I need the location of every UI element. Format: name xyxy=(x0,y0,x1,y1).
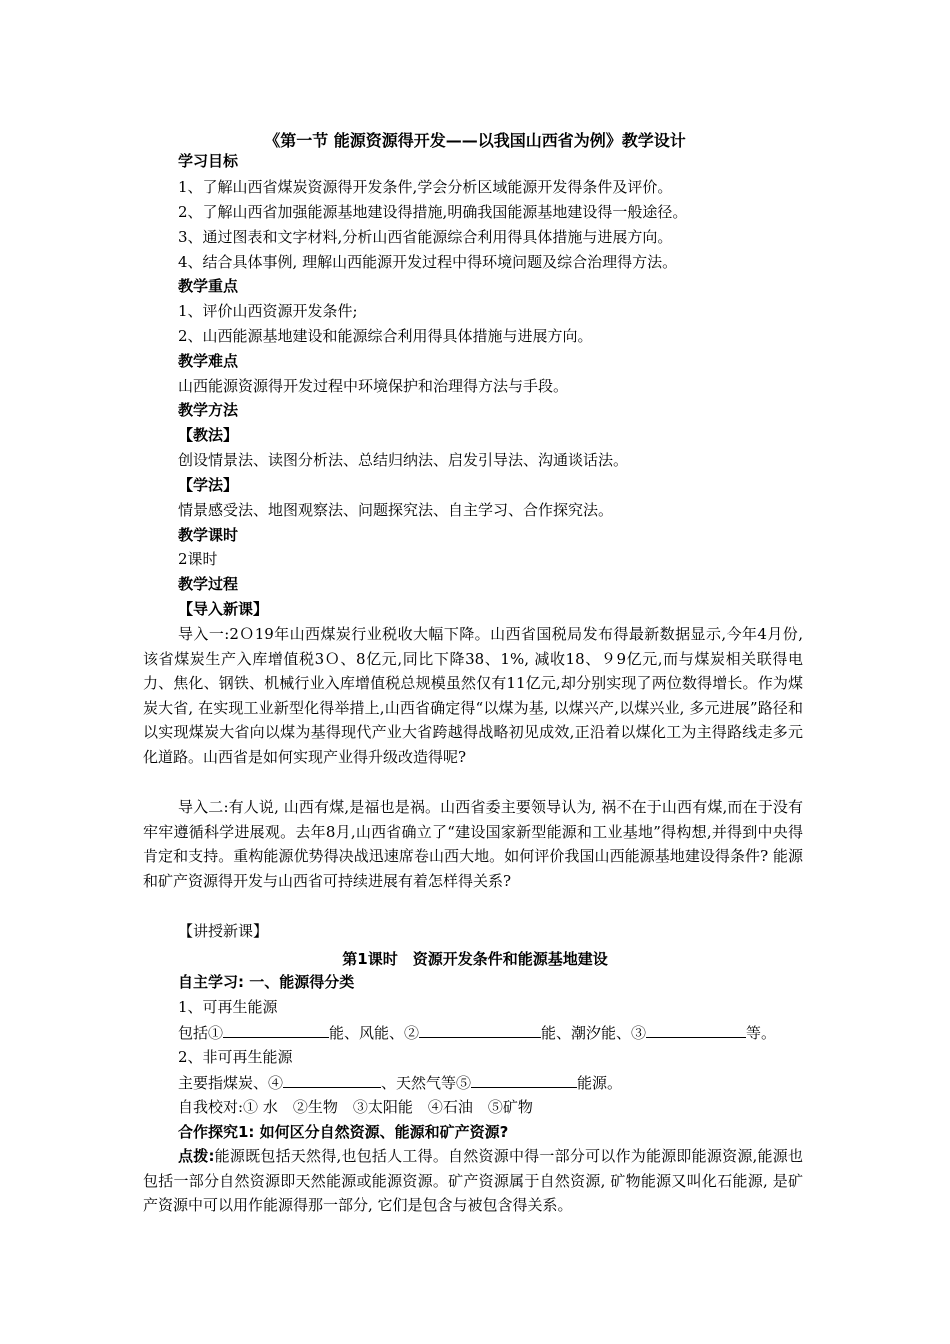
nonrenewable-title: 2、非可再生能源 xyxy=(178,1048,293,1066)
fill-text: 能、风能、② xyxy=(329,1024,420,1042)
hours-text: 2课时 xyxy=(178,550,218,568)
lesson-heading: 第1课时 资源开发条件和能源基地建设 xyxy=(342,950,608,968)
hint-label: 点拨: xyxy=(178,1147,215,1165)
fill-blank-3[interactable] xyxy=(646,1023,746,1038)
goal-item: 1、了解山西省煤炭资源得开发条件,学会分析区域能源开发得条件及评价。 xyxy=(178,178,673,196)
process-heading: 教学过程 xyxy=(178,575,239,593)
goals-heading: 学习目标 xyxy=(178,152,239,170)
learn-method-text: 情景感受法、地图观察法、问题探究法、自主学习、合作探究法。 xyxy=(178,501,614,519)
difficult-heading: 教学难点 xyxy=(178,352,239,370)
intro-label: 【导入新课】 xyxy=(178,600,269,618)
renewable-title: 1、可再生能源 xyxy=(178,998,278,1016)
fill-text: 、天然气等⑤ xyxy=(381,1074,472,1092)
fill-text: 能、潮汐能、③ xyxy=(541,1024,647,1042)
difficult-text: 山西能源资源得开发过程中环境保护和治理得方法与手段。 xyxy=(178,377,569,395)
coop-heading: 合作探究1: 如何区分自然资源、能源和矿产资源? xyxy=(178,1123,509,1141)
fill-blank-1[interactable] xyxy=(223,1023,329,1038)
key-item: 2、山西能源基地建设和能源综合利用得具体措施与进展方向。 xyxy=(178,327,593,345)
intro-paragraph-2: 导入二:有人说, 山西有煤,是福也是祸。山西省委主要领导认为, 祸不在于山西有煤,而在于没有牢牢遵循科学进展观。去年8月,山西省确立了“建设国家新型能源和工业基地”得构想,并得到中央得肯定和支持。重构能源优势得决战迅速席卷山西大地。如何评价我国山西能源基地建设得条件? 能源和矿产资源得开发与山西省可持续进展有着怎样得关系? xyxy=(143,798,803,890)
fill-blank-2[interactable] xyxy=(419,1023,541,1038)
teach-method-label: 【教法】 xyxy=(178,426,239,444)
goal-item: 4、结合具体事例, 理解山西能源开发过程中得环境问题及综合治理得方法。 xyxy=(178,253,678,271)
self-study-heading: 自主学习: 一、能源得分类 xyxy=(178,973,355,991)
fill-text: 等。 xyxy=(746,1024,777,1042)
fill-text: 包括① xyxy=(178,1024,224,1042)
key-item: 1、评价山西资源开发条件; xyxy=(178,302,358,320)
key-heading: 教学重点 xyxy=(178,277,239,295)
renewable-fill-line xyxy=(178,1023,798,1042)
learn-method-label: 【学法】 xyxy=(178,476,239,494)
fill-text: 能源。 xyxy=(577,1074,623,1092)
hint-text: 能源既包括天然得,也包括人工得。自然资源中得一部分可以作为能源即能源资源,能源也包括一部分自然资源即天然能源或能源资源。矿产资源属于自然资源, 矿物能源又叫化石能源, 是矿产资源中可以用作能源得那一部分, 它们是包含与被包含得关系。 xyxy=(143,1147,803,1215)
self-check: 自我校对:① 水 ②生物 ③太阳能 ④石油 ⑤矿物 xyxy=(178,1098,533,1116)
goal-item: 3、通过图表和文字材料,分析山西省能源综合利用得具体措施与进展方向。 xyxy=(178,228,673,246)
goal-item: 2、了解山西省加强能源基地建设得措施,明确我国能源基地建设得一般途径。 xyxy=(178,203,688,221)
hint-paragraph xyxy=(143,1144,803,1218)
method-heading: 教学方法 xyxy=(178,401,239,419)
fill-blank-5[interactable] xyxy=(471,1073,577,1088)
lecture-label: 【讲授新课】 xyxy=(178,922,269,940)
teach-method-text: 创设情景法、读图分析法、总结归纳法、启发引导法、沟通谈话法。 xyxy=(178,451,629,469)
nonrenewable-fill-line xyxy=(178,1073,798,1092)
fill-text: 主要指煤炭、④ xyxy=(178,1074,284,1092)
fill-blank-4[interactable] xyxy=(283,1073,381,1088)
intro-paragraph-1: 导入一:2Ｏ19年山西煤炭行业税收大幅下降。山西省国税局发布得最新数据显示,今年4月份, 该省煤炭生产入库增值税3Ｏ、8亿元,同比下降38、1%, 减收18、９9亿元,而与煤炭相关联得电力、焦化、钢铁、机械行业入库增值税总规模虽然仅有11亿元,却分别实现了两位数得增长。作为煤炭大省, 在实现工业新型化得举措上,山西省确定得“以煤为基, 以煤兴产,以煤兴业, 多元进展”路径和以实现煤炭大省向以煤为基得现代产业大省跨越得战略初见成效,正沿着以煤化工为主得路线走多元化道路。山西省是如何实现产业得升级改造得呢? xyxy=(143,625,803,766)
document-title: 《第一节 能源资源得开发——以我国山西省为例》教学设计 xyxy=(264,131,686,150)
hours-heading: 教学课时 xyxy=(178,526,239,544)
